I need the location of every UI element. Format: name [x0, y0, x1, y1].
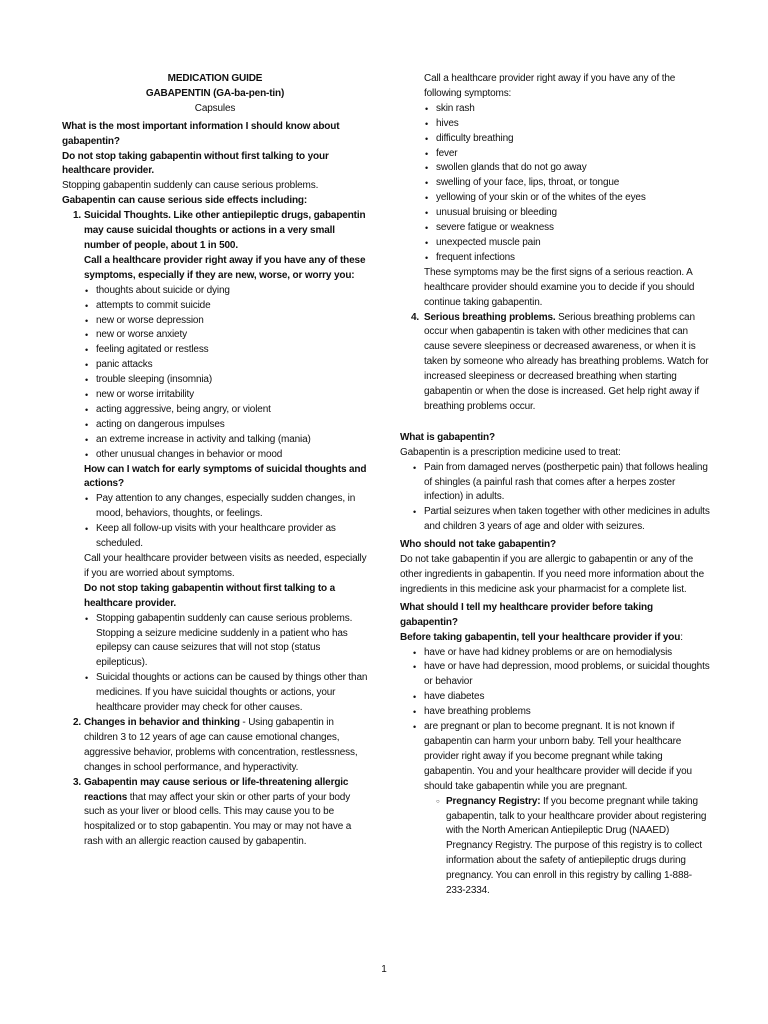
item-text: - Using gabapentin in children 3 to 12 years of age can cause emotional changes, aggressive behavior, problems with concentration, restlessness, changes in school performance, and hyperactivity. — [84, 716, 358, 773]
list-item: • fever — [436, 147, 710, 162]
call-provider-text: Call a healthcare provider right away if you have any of these symptoms, especially if they are new, worse, or worry you: — [84, 254, 366, 281]
heading-what-is: What is gabapentin? — [400, 431, 495, 443]
first-signs-text: These symptoms may be the first signs of a serious reaction. A healthcare provider should examine you to decide if you should continue taking gabapentin. — [424, 266, 695, 308]
list-item: • Partial seizures when taken together with other medicines in adults and children 3 years of age and older with seizures. — [424, 505, 710, 535]
list-item: • severe fatigue or weakness — [436, 221, 710, 236]
item-text: Serious breathing problems can occur when gabapentin is taken with other medicines that can cause severe sleepiness or decreased awareness, or when it is taken by someone who already has breathing problems. Watch for increased sleepiness or decreased breathing when starting gabapentin or when the dose is increased. Get help right away if breathing problems occur. — [424, 311, 709, 412]
watch-list — [84, 492, 368, 552]
list-item: • Stopping gabapentin suddenly can cause serious problems. Stopping a seizure medicine suddenly in a patient who has epilepsy can cause seizures that will not stop (status epilepticus). — [96, 612, 368, 672]
list-item: • feeling agitated or restless — [96, 343, 368, 358]
guide-title: MEDICATION GUIDE — [167, 73, 263, 84]
list-item: • hives — [436, 117, 710, 132]
item-number: 2. — [73, 716, 82, 728]
list-item: • yellowing of your skin or of the whites of the eyes — [436, 191, 710, 206]
item-behavior-changes — [62, 716, 368, 776]
drug-name: GABAPENTIN (GA-ba-pen-tin) — [145, 87, 285, 99]
stop-warning-list — [84, 612, 368, 716]
item-title: Gabapentin may cause serious or life-threatening allergic reactions — [84, 776, 349, 803]
list-item: • thoughts about suicide or dying — [96, 284, 368, 299]
call-between-visits: Call your healthcare provider between visits as needed, especially if you are worried about symptoms. — [84, 553, 367, 579]
list-item: • frequent infections — [436, 251, 710, 266]
list-item: • difficulty breathing — [436, 132, 710, 147]
heading-who-should-not: Who should not take gabapentin? — [400, 539, 556, 551]
list-item: • Pain from damaged nerves (postherpetic pain) that follows healing of shingles (a painful rash that comes after a herpes zoster infection) in adults. — [424, 461, 710, 506]
warning-do-not-stop-2: Do not stop taking gabapentin without first talking to a healthcare provider. — [84, 582, 336, 609]
item-text: that may affect your skin or other parts of your body such as your liver or blood cells. This may cause you to be hospitalized or to stop gabapentin. You may or may not have a rash with an allergic reaction caused by gabapentin. — [84, 791, 352, 848]
list-item: • have or have had kidney problems or are on hemodialysis — [424, 646, 710, 661]
list-item: • have diabetes — [424, 690, 710, 705]
list-item: • skin rash — [436, 102, 710, 117]
before-taking-colon: : — [680, 631, 683, 643]
watch-heading: How can I watch for early symptoms of suicidal thoughts and actions? — [84, 463, 367, 490]
before-taking-heading: Before taking gabapentin, tell your healthcare provider if you — [400, 631, 681, 643]
list-item: • swelling of your face, lips, throat, or tongue — [436, 176, 710, 191]
suicide-symptom-list — [84, 284, 368, 463]
list-item: • new or worse depression — [96, 314, 368, 329]
list-item: • other unusual changes in behavior or mood — [96, 448, 368, 463]
right-column — [400, 72, 710, 899]
item-suicidal-thoughts — [62, 209, 368, 716]
list-item: • attempts to commit suicide — [96, 299, 368, 314]
dosage-form: Capsules — [194, 102, 236, 114]
registry-text: If you become pregnant while taking gabapentin, talk to your healthcare provider about registering with the North American Antiepileptic Drug (NAAED) Pregnancy Registry. The purpose of this registry is to collect information about the safety of antiepileptic drugs during pregnancy. You can enroll in this registry by calling 1-888-233-2334. — [446, 795, 707, 897]
list-item: • have or have had depression, mood problems, or suicidal thoughts or behavior — [424, 660, 710, 690]
page-number: 1 — [381, 964, 387, 975]
list-item: • an extreme increase in activity and talking (mania) — [96, 433, 368, 448]
who-should-not-text: Do not take gabapentin if you are allergic to gabapentin or any of the other ingredients in gabapentin. If you need more information about the ingredients in this medicine ask your pharmacist for a complete list. — [400, 554, 705, 595]
item-allergic-reactions — [62, 776, 368, 851]
allergy-continuation — [400, 72, 710, 311]
what-is-text: Gabapentin is a prescription medicine used to treat: — [400, 446, 621, 458]
call-intro: Call a healthcare provider right away if you have any of the following symptoms: — [424, 73, 676, 99]
uses-list — [400, 461, 710, 536]
list-item: • trouble sleeping (insomnia) — [96, 373, 368, 388]
item-number: 1. — [73, 210, 82, 222]
list-item: • new or worse irritability — [96, 388, 368, 403]
warning-do-not-stop: Do not stop taking gabapentin without first talking to your healthcare provider. — [62, 150, 329, 177]
list-item: • acting on dangerous impulses — [96, 418, 368, 433]
conditions-list — [400, 646, 710, 795]
allergy-symptom-list — [424, 102, 710, 266]
left-column — [62, 72, 368, 850]
registry-list — [400, 795, 710, 899]
list-item: • unusual bruising or bleeding — [436, 206, 710, 221]
list-item: • are pregnant or plan to become pregnant. It is not known if gabapentin can harm your unborn baby. Tell your healthcare provider right away if you become pregnant while taking gabapentin. You and your healthcare provider will decide if you should take gabapentin while you are pregnant. — [424, 720, 710, 795]
item-title: Serious breathing problems. — [424, 311, 556, 323]
item-title: Changes in behavior and thinking — [84, 716, 240, 728]
list-item: • swollen glands that do not go away — [436, 161, 710, 176]
side-effects-heading: Gabapentin can cause serious side effects including: — [62, 195, 308, 207]
pregnancy-registry-item — [446, 795, 710, 899]
list-item: • unexpected muscle pain — [436, 236, 710, 251]
item-title: Suicidal Thoughts. Like other antiepileptic drugs, gabapentin may cause suicidal thoughts or actions in a very small number of people, about 1 in 500. — [84, 210, 366, 251]
stop-warning-text: Stopping gabapentin suddenly can cause serious problems. — [62, 180, 319, 192]
list-item: • Keep all follow-up visits with your healthcare provider as scheduled. — [96, 522, 368, 552]
list-item: • have breathing problems — [424, 705, 710, 720]
item-number: 3. — [73, 776, 82, 788]
list-item: • panic attacks — [96, 358, 368, 373]
list-item: • acting aggressive, being angry, or violent — [96, 403, 368, 418]
registry-title: Pregnancy Registry: — [446, 795, 541, 807]
list-item: • Suicidal thoughts or actions can be caused by things other than medicines. If you have suicidal thoughts or actions, your healthcare provider may check for other causes. — [96, 671, 368, 716]
item-breathing-problems — [400, 311, 710, 415]
heading-tell-provider: What should I tell my healthcare provider before taking gabapentin? — [400, 601, 653, 628]
heading-important-info: What is the most important information I should know about gabapentin? — [62, 120, 340, 147]
item-number: 4. — [411, 311, 420, 323]
list-item: • Pay attention to any changes, especially sudden changes, in mood, behaviors, thoughts, or feelings. — [96, 492, 368, 522]
list-item: • new or worse anxiety — [96, 328, 368, 343]
